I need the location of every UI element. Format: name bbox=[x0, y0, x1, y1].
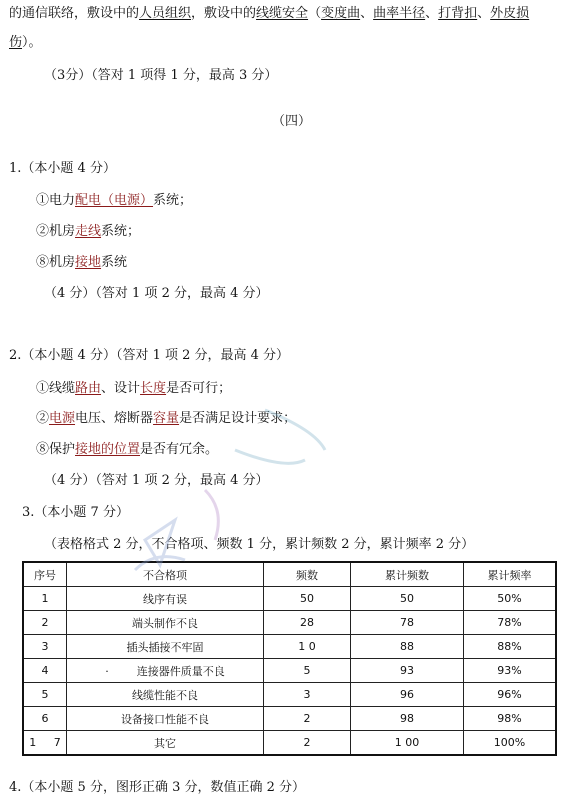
text-segment: ，敷设中的 bbox=[191, 6, 257, 21]
q3-title: 3.（本小题 7 分） bbox=[22, 505, 129, 520]
underlined-term: 线缆安全 bbox=[256, 6, 309, 21]
underlined-term: 电源 bbox=[49, 411, 76, 426]
table-cell: 1 7 bbox=[23, 731, 67, 756]
q1-item-1 bbox=[36, 193, 192, 209]
text-segment: ）。 bbox=[22, 35, 42, 50]
underlined-term: 路由 bbox=[75, 381, 102, 396]
header-cell: 频数 bbox=[264, 562, 351, 587]
table-row bbox=[23, 635, 556, 659]
table-cell: 50 bbox=[264, 587, 351, 611]
underlined-term: 接地 bbox=[75, 255, 102, 270]
text-segment: ② bbox=[36, 411, 50, 426]
table-cell: 3 bbox=[23, 635, 67, 659]
q1-title: 1.（本小题 4 分） bbox=[9, 161, 116, 176]
table-cell: 96% bbox=[464, 683, 557, 707]
text-segment: （ bbox=[308, 6, 322, 21]
table-cell: 4 bbox=[23, 659, 67, 683]
table-cell: 1 0 bbox=[264, 635, 351, 659]
table-header-row bbox=[23, 562, 556, 587]
table-cell: 2 bbox=[264, 707, 351, 731]
section-title: （四） bbox=[271, 114, 311, 129]
underlined-term: 配电（电源） bbox=[75, 193, 154, 208]
header-cell: 序号 bbox=[23, 562, 67, 587]
text-segment: 、 bbox=[477, 6, 491, 21]
table-cell: 6 bbox=[23, 707, 67, 731]
q2-item-2 bbox=[36, 411, 296, 427]
table-cell: 2 bbox=[264, 731, 351, 756]
underlined-term: 外皮损 bbox=[490, 6, 530, 21]
table-cell: 88% bbox=[464, 635, 557, 659]
text-segment: 系统； bbox=[153, 193, 193, 208]
table-cell: 98 bbox=[351, 707, 464, 731]
q1-score: （4 分）（答对 1 项 2 分，最高 4 分） bbox=[44, 286, 269, 301]
underlined-term: 走线 bbox=[75, 224, 102, 239]
q4-title: 4.（本小题 5 分，图形正确 3 分，数值正确 2 分） bbox=[9, 780, 306, 795]
header-cell: 不合格项 bbox=[67, 562, 264, 587]
header-cell: 累计频数 bbox=[351, 562, 464, 587]
table-cell: 插头插接不牢固 bbox=[67, 635, 264, 659]
defect-table bbox=[22, 561, 557, 756]
underlined-term: 容量 bbox=[153, 411, 180, 426]
table-cell: 98% bbox=[464, 707, 557, 731]
text-segment: ⑧保护 bbox=[36, 442, 76, 457]
table-row bbox=[23, 683, 556, 707]
table-cell: 设备接口性能不良 bbox=[67, 707, 264, 731]
table-cell: 5 bbox=[264, 659, 351, 683]
table-cell: 端头制作不良 bbox=[67, 611, 264, 635]
text-segment: 的通信联络，敷设中的 bbox=[9, 6, 140, 21]
q2-item-3 bbox=[36, 442, 218, 458]
text-segment: 是否可行； bbox=[166, 381, 232, 396]
table-cell: 50% bbox=[464, 587, 557, 611]
table-cell: 93% bbox=[464, 659, 557, 683]
table-row bbox=[23, 659, 556, 683]
header-cell: 累计频率 bbox=[464, 562, 557, 587]
text-segment: 系统 bbox=[101, 255, 128, 270]
q2-title: 2.（本小题 4 分）（答对 1 项 2 分，最高 4 分） bbox=[9, 348, 290, 363]
table-row bbox=[23, 731, 556, 756]
text-segment: 、 bbox=[360, 6, 374, 21]
text-segment: ①电力 bbox=[36, 193, 76, 208]
text-segment: 是否满足设计要求； bbox=[179, 411, 297, 426]
table-cell: 线缆性能不良 bbox=[67, 683, 264, 707]
table-cell: 100% bbox=[464, 731, 557, 756]
table-cell: 78% bbox=[464, 611, 557, 635]
q1-item-2 bbox=[36, 224, 140, 240]
underlined-term: 长度 bbox=[140, 381, 167, 396]
table-cell: 93 bbox=[351, 659, 464, 683]
underlined-term: 曲率半径 bbox=[373, 6, 426, 21]
text-segment: 系统； bbox=[101, 224, 141, 239]
table-cell: 线序有误 bbox=[67, 587, 264, 611]
underlined-term: 接地的位置 bbox=[75, 442, 141, 457]
intro-score: （3分）（答对 1 项得 1 分，最高 3 分） bbox=[44, 68, 278, 83]
table-row bbox=[23, 707, 556, 731]
intro-line-2 bbox=[9, 35, 42, 51]
table-cell: 78 bbox=[351, 611, 464, 635]
table-cell: · 连接器件质量不良 bbox=[67, 659, 264, 683]
text-segment: 、设计 bbox=[101, 381, 141, 396]
underlined-term: 伤 bbox=[9, 35, 23, 50]
text-segment: 是否有冗余。 bbox=[140, 442, 219, 457]
table-cell: 50 bbox=[351, 587, 464, 611]
table-cell: 88 bbox=[351, 635, 464, 659]
table-cell: 1 bbox=[23, 587, 67, 611]
underlined-term: 变度曲 bbox=[321, 6, 361, 21]
underlined-term: 打背扣 bbox=[438, 6, 478, 21]
q2-score: （4 分）（答对 1 项 2 分，最高 4 分） bbox=[44, 473, 269, 488]
table-cell: 其它 bbox=[67, 731, 264, 756]
text-segment: ①线缆 bbox=[36, 381, 76, 396]
table-cell: 5 bbox=[23, 683, 67, 707]
text-segment: ②机房 bbox=[36, 224, 76, 239]
text-segment: 、 bbox=[425, 6, 439, 21]
table-cell: 28 bbox=[264, 611, 351, 635]
table-row bbox=[23, 611, 556, 635]
table-row bbox=[23, 587, 556, 611]
text-segment: 电压、熔断器 bbox=[75, 411, 154, 426]
q2-item-1 bbox=[36, 381, 231, 397]
table-cell: 96 bbox=[351, 683, 464, 707]
table-cell: 3 bbox=[264, 683, 351, 707]
q3-note: （表格格式 2 分，不合格项、频数 1 分，累计频数 2 分，累计频率 2 分） bbox=[44, 537, 475, 552]
q1-item-3 bbox=[36, 255, 127, 271]
text-segment: ⑧机房 bbox=[36, 255, 76, 270]
underlined-term: 人员组织 bbox=[139, 6, 192, 21]
table-cell: 1 00 bbox=[351, 731, 464, 756]
table-cell: 2 bbox=[23, 611, 67, 635]
intro-line-1 bbox=[9, 6, 529, 22]
